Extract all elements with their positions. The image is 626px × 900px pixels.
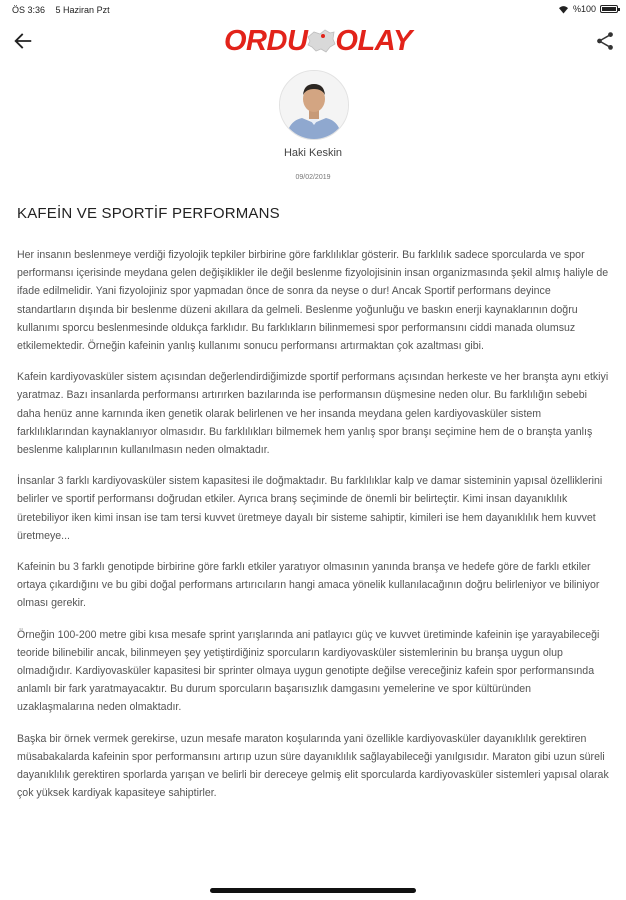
author-name[interactable]: Haki Keskin — [283, 147, 343, 159]
logo-text-right: OLAY — [335, 24, 412, 57]
status-right — [558, 4, 618, 14]
article-body — [17, 246, 611, 815]
publish-date: 09/02/2019 — [295, 174, 331, 181]
article-paragraph: İnsanlar 3 farklı kardiyovasküler sistem kapasitesi ile doğmaktadır. Bu farklılıklar kalp ve damar sisteminin yapısal özelliklerini belirler ve sportif performansı doğrudan etkiler. Ayrıca branş seçiminde de önemli bir belirteçtir. Kimi insan dayanıklılık üretebiliyor iken kimi insan ise tam tersi kuvvet üretmeye dayalı bir sisteme sahiptir, kimileri ise hem dayanıklılık hem kuvvet üretmeye... — [17, 475, 603, 542]
battery-icon — [600, 5, 618, 13]
arrow-left-icon[interactable] — [12, 30, 34, 52]
battery-percent: %100 — [572, 4, 596, 14]
status-date: 5 Haziran Pzt — [55, 5, 110, 15]
home-indicator[interactable] — [210, 888, 416, 893]
author-photo — [280, 71, 348, 139]
author-avatar[interactable] — [279, 70, 349, 140]
status-left — [12, 5, 118, 15]
logo-text-left: ORDU — [224, 24, 308, 57]
article-paragraph: Kafeinin bu 3 farklı genotipde birbirine göre farklı etkiler yaratıyor olmasının yanında branşa ve hedefe göre de farklı etkiler ortaya çıkardığını ve bu gibi doğal performans artırıcıların hangi amaca yönelik kullanılacağının doğru belirleniyor ve biliniyor olması gerekir. — [17, 561, 600, 610]
status-time: ÖS 3:36 — [12, 5, 46, 15]
site-logo[interactable] — [224, 24, 412, 58]
battery-fill — [602, 7, 616, 11]
article-paragraph: Her insanın beslenmeye verdiği fizyolojik tepkiler birbirine göre farklılıklar gösterir. Bu farklılık sadece sporcularda ve spor performansı içerisinde meydana gelen değişiklikler ile değil beslenme fizyolojisinin insan organizmasında şekil almış haliyle de ifade edilmelidir. Yani fizyolojiniz spor yapmadan önce de sonra da neyse o dur! Ancak Sportif performans deyince standartların dışında bir beslenme düzeni akıllara da gelmeli. Beslenme yoğunluğu ve baskın enerji kaynaklarının doğru kullanımı sporcu beslenmesinde oldukça farklıdır. Bu farklıkların bilinmemesi spor performansını ciddi manada olumsuz etkilemektedir. Örneğin kafeinin yanlış kullanımı sonucu performansı artırmaktan çok azaltması gibi. — [17, 249, 609, 353]
share-icon[interactable] — [594, 30, 616, 52]
turkey-map-icon — [306, 28, 336, 54]
status-bar — [0, 0, 626, 20]
article-paragraph: Örneğin 100-200 metre gibi kısa mesafe sprint yarışlarında ani patlayıcı güç ve kuvvet üretiminde kafeinin işe yarayabileceği teoride bilinebilir ancak, bilinmeyen şey yetiştirdiğiniz sporcuların kardiyovasküler sistemlerinin bu branşa uygun olup olmadığıdır. Kardiyovasküler kapasitesi bir sprinter olmaya uygun genotipte değilse vereceğiniz kafein spor performansında anlamlı bir fark yaratmayacaktır. Bu durum sporcuların başarısızlık damgasını yemelerine ve spor kültüründen uzaklaşmalarına neden olmaktadır. — [17, 628, 600, 714]
nav-bar — [0, 20, 626, 62]
article-paragraph: Kafein kardiyovasküler sistem açısından değerlendirdiğimizde sportif performans açısından herkeste ve her branşta aynı etkiyi yaratmaz. Bazı insanlarda performansı artırırken bazılarında ise performansın düşmesine neden olur. Bu farklılığın sebebi daha henüz anne karnında iken genetik olarak belirlenen ve her insanda meydana gelen kardiyovasküler sistem farklılıklarından kaynaklanıyor olmasıdır. Bu farklılıkları bilmemek hem yanlış spor branşı seçimine hem de o branşta yanlış beslenme kalıplarının kullanılmasın neden olmaktadır. — [17, 371, 609, 457]
article-title: KAFEİN VE SPORTİF PERFORMANS — [17, 205, 280, 222]
wifi-icon — [558, 5, 569, 14]
article-paragraph: Başka bir örnek vermek gerekirse, uzun mesafe maraton koşularında yani özellikle kardiyovasküler dayanıklılık gerektiren müsabakalarda kafeinin spor performansını artırıp uzun süre dayanıklılık sağlayabileceği yanılgısıdır. Maraton gibi uzun süreli dayanıklılık gerektiren sporlarda yarışan ve belirli bir dereceye gelmiş elit sporcularda kardiyovasküler sistemleri yapısal olarak çok yüksek kardiyak kapasiteye sahiptirler. — [17, 732, 609, 800]
